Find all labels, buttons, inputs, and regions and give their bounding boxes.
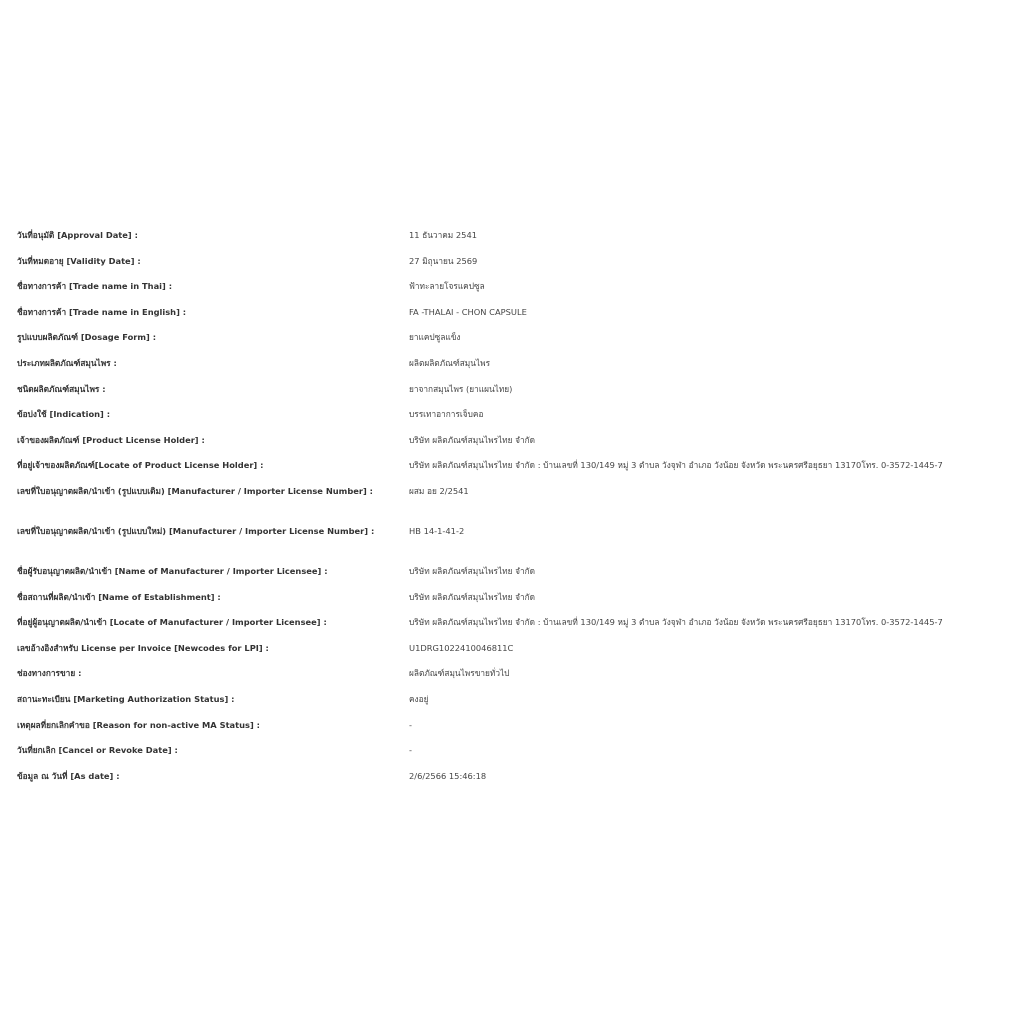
indication-label: ข้อบ่งใช้ [Indication] : <box>17 409 111 420</box>
establishment-name-value: บริษัท ผลิตภัณฑ์สมุนไพรไทย จำกัด <box>409 591 536 602</box>
approval-date-value: 11 ธันวาคม 2541 <box>409 230 478 240</box>
lpi-newcode-label: เลขอ้างอิงสำหรับ License per Invoice [Newcodes for LPI] : <box>17 642 269 653</box>
row-licensee-address <box>17 615 1007 641</box>
license-holder-address-label: ที่อยู่เจ้าของผลิตภัณฑ์[Locate of Product License Holder] : <box>17 460 264 471</box>
sales-channel-value: ผลิตภัณฑ์สมุนไพรขายทั่วไป <box>409 668 510 679</box>
sales-channel-label: ช่องทางการขาย : <box>17 668 82 679</box>
row-trade-name-english <box>17 305 1007 331</box>
row-license-holder-address <box>17 458 1007 484</box>
validity-date-value: 27 มิถุนายน 2569 <box>409 255 478 266</box>
row-lpi-newcode <box>17 641 1007 667</box>
lpi-newcode-value: U1DRG1022410046811C <box>409 642 514 653</box>
row-license-number-old <box>17 484 1007 524</box>
row-dosage-form <box>17 330 1007 356</box>
approval-date-label: วันที่อนุมัติ [Approval Date] : <box>17 230 138 240</box>
trade-name-english-label: ชื่อทางการค้า [Trade name in English] : <box>17 306 187 317</box>
row-herbal-product-category <box>17 356 1007 382</box>
license-number-old-label: เลขที่ใบอนุญาตผลิต/นำเข้า (รูปแบบเดิม) [Manufacturer / Importer License Number] : <box>17 485 373 496</box>
license-number-new-value: HB 14-1-41-2 <box>409 525 465 536</box>
row-non-active-reason <box>17 718 1007 744</box>
licensee-name-value: บริษัท ผลิตภัณฑ์สมุนไพรไทย จำกัด <box>409 565 536 576</box>
license-holder-address-value: บริษัท ผลิตภัณฑ์สมุนไพรไทย จำกัด : บ้านเลขที่ 130/149 หมู่ 3 ตำบล วังจุฬา อำเภอ วังน้อย จังหวัด พระนครศรีอยุธยา 13170โทร. 0-3572-1445-7 <box>409 460 943 471</box>
licensee-address-value: บริษัท ผลิตภัณฑ์สมุนไพรไทย จำกัด : บ้านเลขที่ 130/149 หมู่ 3 ตำบล วังจุฬา อำเภอ วังน้อย จังหวัด พระนครศรีอยุธยา 13170โทร. 0-3572-1445-7 <box>409 617 943 628</box>
licensee-name-label: ชื่อผู้รับอนุญาตผลิต/นำเข้า [Name of Manufacturer / Importer Licensee] : <box>17 565 328 576</box>
dosage-form-label: รูปแบบผลิตภัณฑ์ [Dosage Form] : <box>17 332 157 343</box>
as-date-value: 2/6/2566 15:46:18 <box>409 770 487 781</box>
herbal-product-type-value: ยาจากสมุนไพร (ยาแผนไทย) <box>409 383 513 394</box>
row-sales-channel <box>17 666 1007 692</box>
row-establishment-name <box>17 590 1007 616</box>
trade-name-thai-label: ชื่อทางการค้า [Trade name in Thai] : <box>17 281 173 292</box>
row-indication <box>17 407 1007 433</box>
cancel-date-value: - <box>409 745 412 756</box>
product-detail-table <box>17 228 1007 794</box>
license-holder-value: บริษัท ผลิตภัณฑ์สมุนไพรไทย จำกัด <box>409 434 536 445</box>
ma-status-label: สถานะทะเบียน [Marketing Authorization Status] : <box>17 693 235 704</box>
licensee-address-label: ที่อยู่ผู้อนุญาตผลิต/นำเข้า [Locate of Manufacturer / Importer Licensee] : <box>17 617 327 628</box>
as-date-label: ข้อมูล ณ วันที่ [As date] : <box>17 770 120 781</box>
trade-name-english-value: FA -THALAI - CHON CAPSULE <box>409 306 527 317</box>
dosage-form-value: ยาแคปซูลแข็ง <box>409 332 461 343</box>
trade-name-thai-value: ฟ้าทะลายโจรแคปซูล <box>409 281 485 292</box>
row-herbal-product-type <box>17 382 1007 408</box>
herbal-product-category-value: ผลิตผลิตภัณฑ์สมุนไพร <box>409 357 491 368</box>
row-trade-name-thai <box>17 279 1007 305</box>
row-approval-date <box>17 228 1007 254</box>
establishment-name-label: ชื่อสถานที่ผลิต/นำเข้า [Name of Establishment] : <box>17 591 221 602</box>
row-licensee-name <box>17 564 1007 590</box>
row-validity-date <box>17 254 1007 280</box>
non-active-reason-label: เหตุผลที่ยกเลิกคำขอ [Reason for non-active MA Status] : <box>17 719 260 730</box>
license-number-new-label: เลขที่ใบอนุญาตผลิต/นำเข้า (รูปแบบใหม่) [Manufacturer / Importer License Number] : <box>17 525 375 536</box>
indication-value: บรรเทาอาการเจ็บคอ <box>409 409 484 420</box>
validity-date-label: วันที่หมดอายุ [Validity Date] : <box>17 255 141 266</box>
license-holder-label: เจ้าของผลิตภัณฑ์ [Product License Holder] : <box>17 434 205 445</box>
ma-status-value: คงอยู่ <box>409 693 429 704</box>
cancel-date-label: วันที่ยกเลิก [Cancel or Revoke Date] : <box>17 745 178 756</box>
row-license-holder <box>17 433 1007 459</box>
herbal-product-type-label: ชนิดผลิตภัณฑ์สมุนไพร : <box>17 383 106 394</box>
row-ma-status <box>17 692 1007 718</box>
row-license-number-new <box>17 524 1007 564</box>
row-cancel-date <box>17 743 1007 769</box>
row-as-date <box>17 769 1007 795</box>
non-active-reason-value: - <box>409 719 412 730</box>
license-number-old-value: ผสม อย 2/2541 <box>409 485 469 496</box>
herbal-product-category-label: ประเภทผลิตภัณฑ์สมุนไพร : <box>17 357 117 368</box>
